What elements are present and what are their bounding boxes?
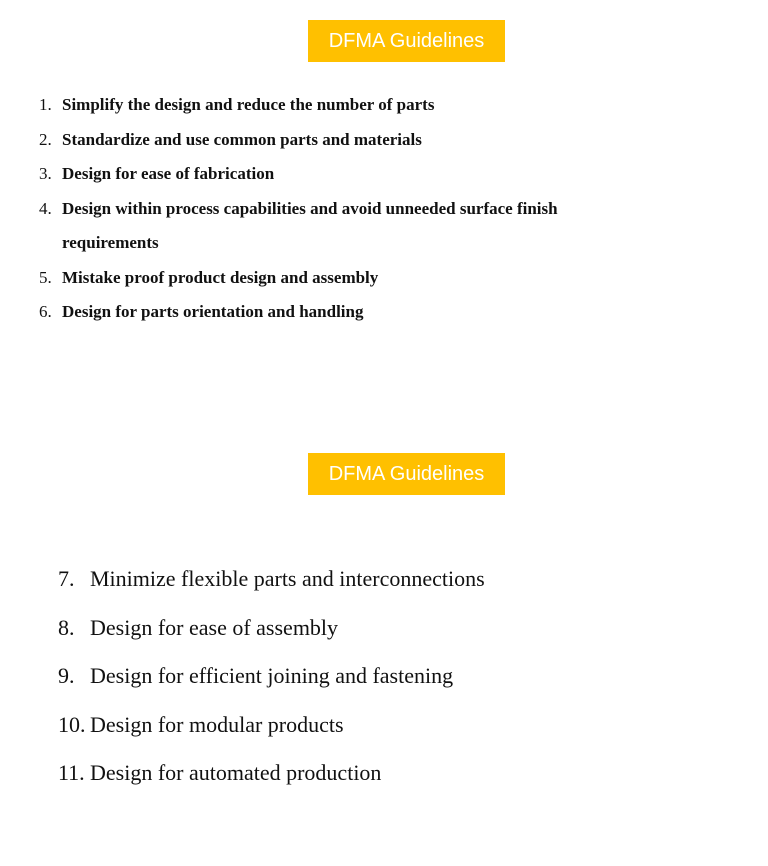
list-item: [0, 559, 768, 608]
dfma-guidelines-banner-1: DFMA Guidelines: [308, 20, 505, 62]
item-text: Design for parts orientation and handling: [62, 302, 364, 321]
item-number: 10.: [58, 711, 86, 737]
item-text: Design for modular products: [90, 711, 344, 737]
list-item: [0, 261, 768, 296]
item-number: 3.: [39, 164, 52, 183]
list-item: [0, 608, 768, 657]
guidelines-list-1: [0, 88, 768, 330]
list-item: [0, 656, 768, 705]
item-number: 1.: [39, 95, 52, 114]
item-number: 4.: [39, 198, 52, 218]
item-text: Mistake proof product design and assembly: [62, 267, 379, 287]
list-item: [0, 295, 768, 330]
item-text: Design for ease of fabrication: [62, 164, 275, 183]
item-number: 8.: [58, 614, 75, 640]
item-text: Design for ease of assembly: [90, 614, 339, 640]
item-number: 9.: [58, 663, 75, 688]
dfma-guidelines-banner-2: DFMA Guidelines: [308, 453, 505, 495]
list-item: [0, 705, 768, 754]
item-text: Simplify the design and reduce the number of parts: [62, 95, 435, 114]
list-item: [0, 753, 768, 802]
item-number: 2.: [39, 129, 52, 149]
list-item: [0, 157, 768, 192]
list-item: [0, 192, 768, 261]
list-item: [0, 88, 768, 123]
item-text: Minimize flexible parts and interconnections: [90, 566, 485, 591]
item-text: Design for efficient joining and fastening: [90, 663, 454, 688]
item-number: 5.: [39, 267, 52, 287]
item-text: Design within process capabilities and avoid unneeded surface finish requirements: [62, 198, 558, 252]
list-item: [0, 123, 768, 158]
item-number: 7.: [58, 566, 75, 591]
item-number: 6.: [39, 302, 52, 321]
item-text: Standardize and use common parts and materials: [62, 129, 422, 149]
item-text: Design for automated production: [90, 760, 382, 785]
guidelines-list-2: [0, 559, 768, 802]
item-number: 11.: [58, 760, 85, 785]
